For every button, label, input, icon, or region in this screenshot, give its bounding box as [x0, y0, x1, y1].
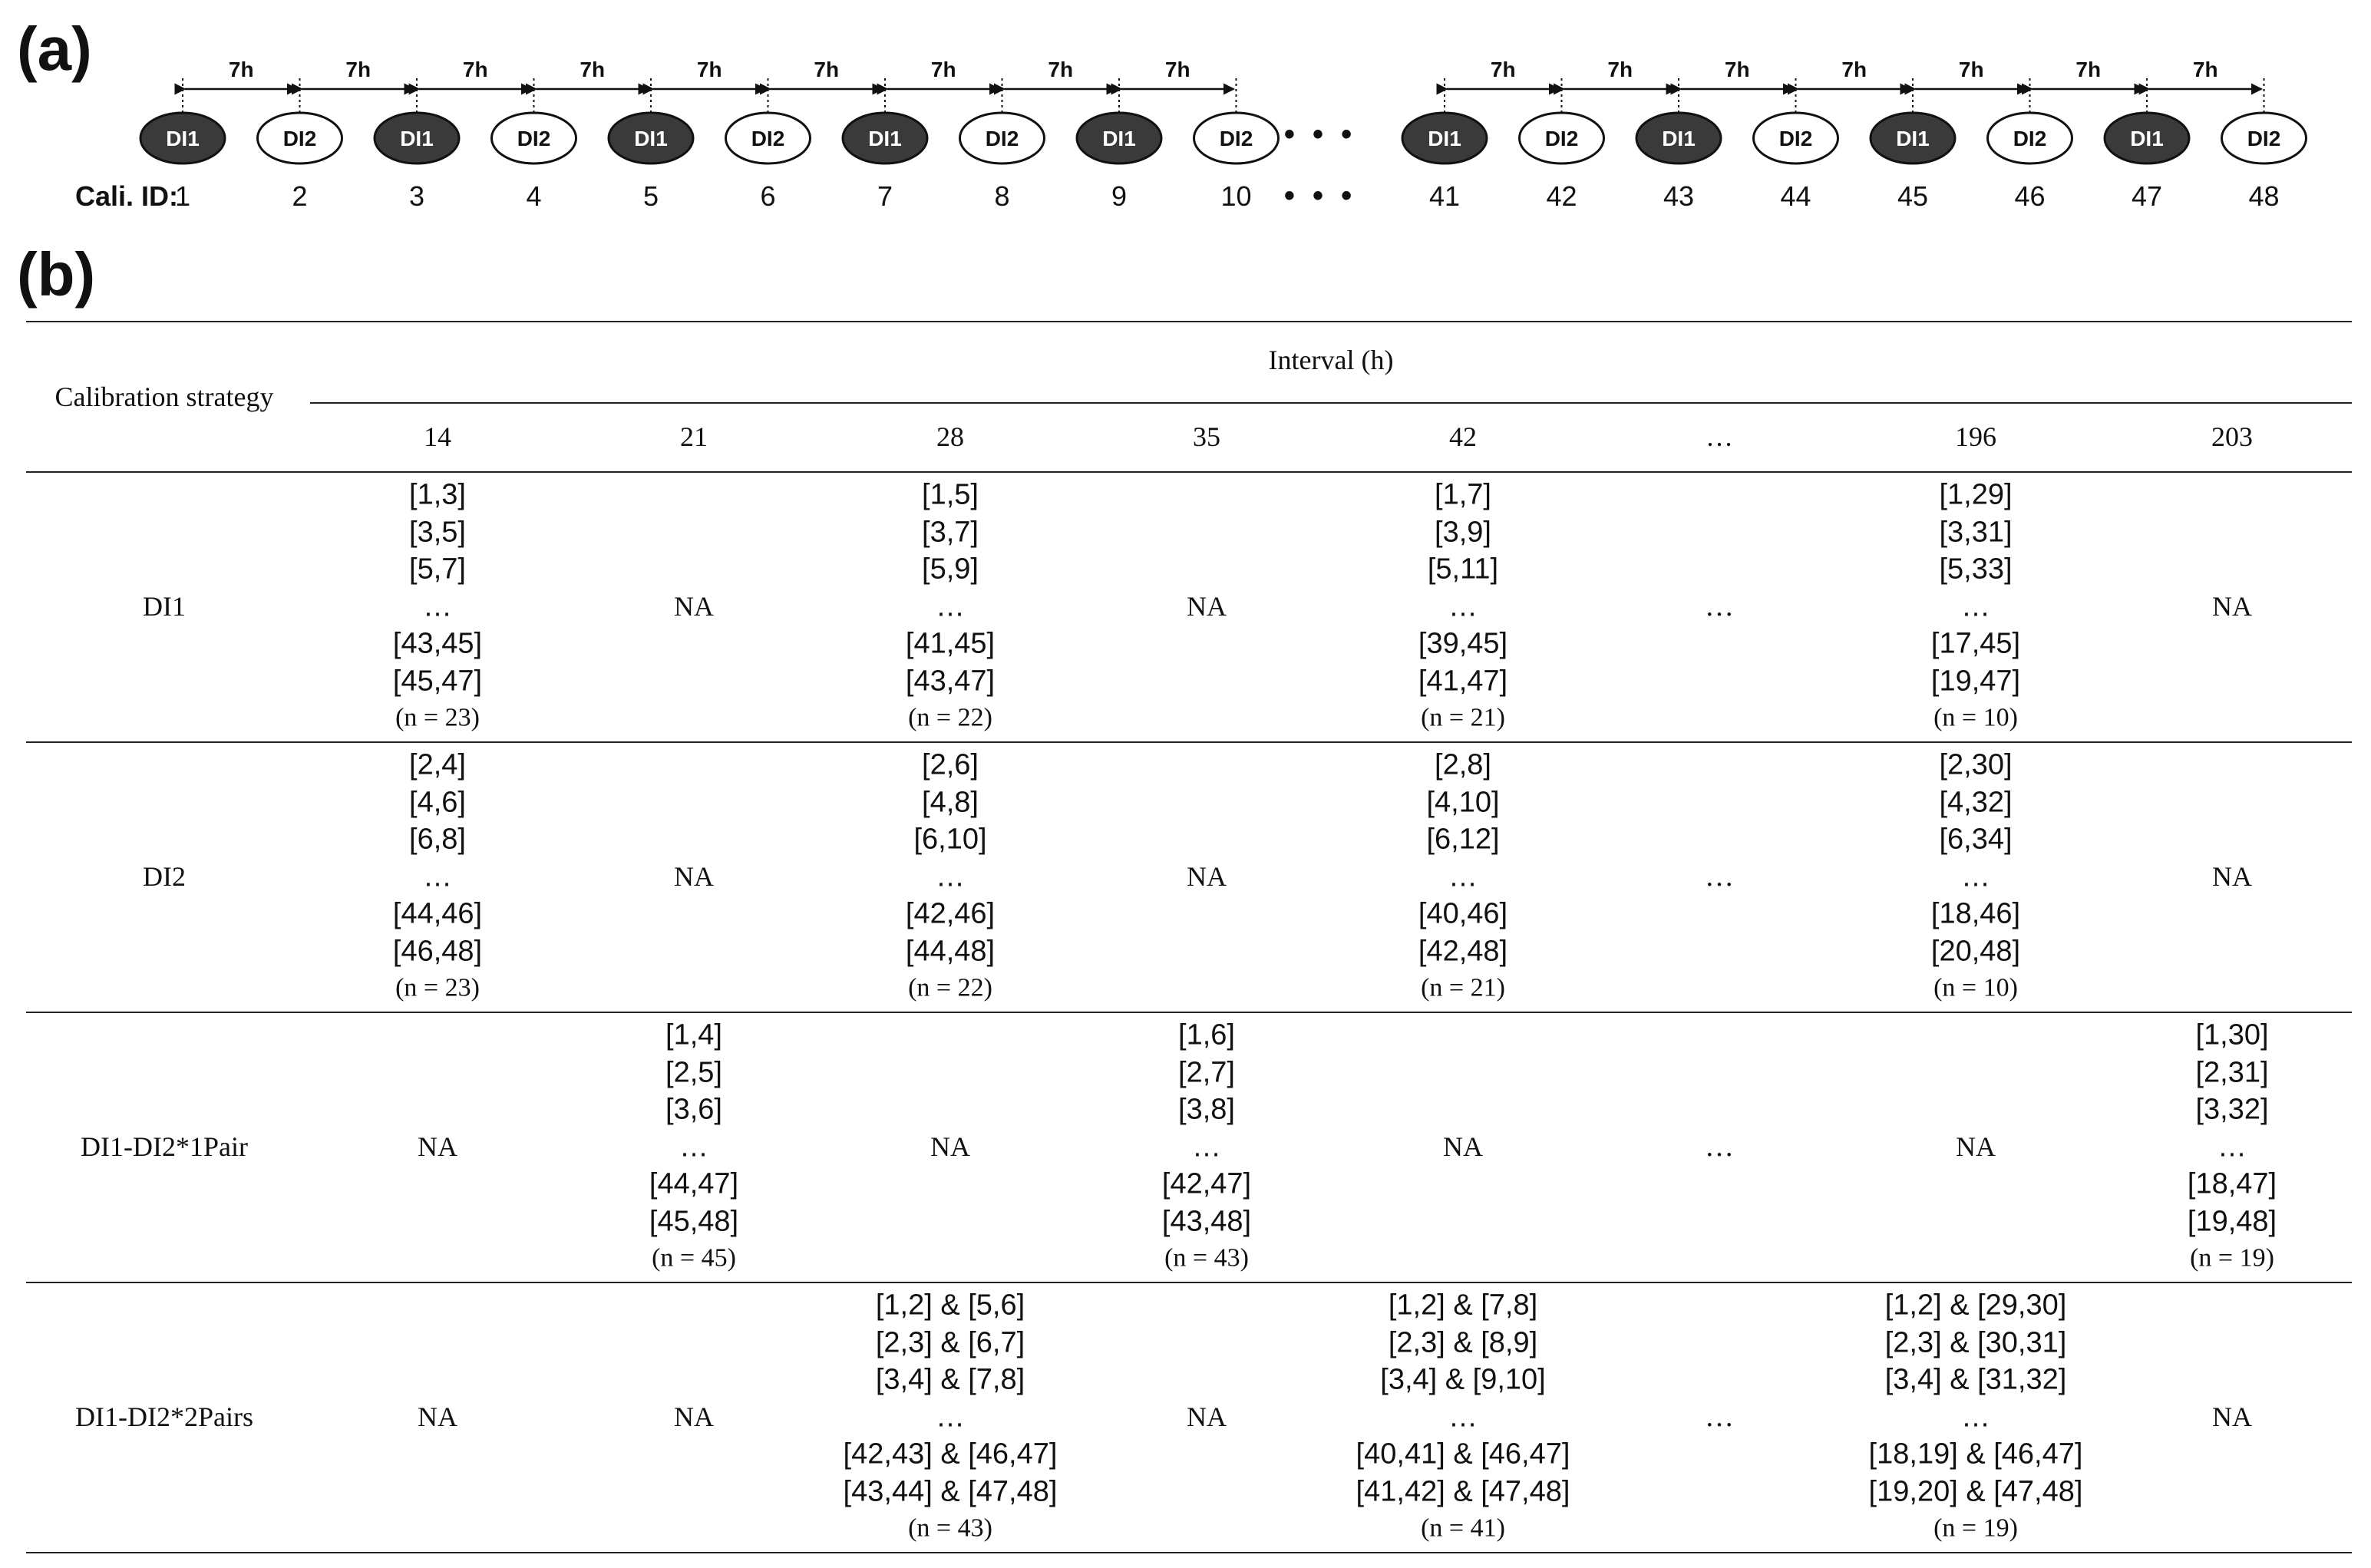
calibration-pair: [42,46]	[905, 897, 996, 930]
cali-id-caption: Cali. ID:	[75, 180, 179, 212]
calibration-pair: [44,47]	[649, 1167, 739, 1200]
calibration-pair: [2,5]	[665, 1055, 722, 1088]
calibration-id-48: 48	[2248, 180, 2280, 212]
calibration-pair: [42,43] & [46,47]	[843, 1438, 1058, 1471]
table-cell	[1187, 590, 1227, 622]
calibration-pair: [3,4] & [7,8]	[875, 1363, 1025, 1396]
calibration-pair: [19,48]	[2187, 1204, 2277, 1237]
table-cell	[1931, 476, 2020, 737]
interval-col-header: 21	[680, 421, 708, 452]
table-cell	[2212, 1401, 2252, 1433]
calibration-id-41: 41	[1428, 180, 1461, 212]
header-bottom-rule	[26, 471, 2352, 473]
interval-rule	[310, 402, 2352, 404]
table-cell	[1162, 1016, 1251, 1277]
calibration-pair: [44,48]	[905, 934, 996, 967]
calibration-pair: [41,47]	[1418, 664, 1508, 697]
interval-col-header: 14	[424, 421, 451, 452]
table-cell	[1418, 476, 1507, 737]
calibration-label-47: DI1	[2130, 127, 2164, 150]
calibration-id-47: 47	[2131, 180, 2163, 212]
calibration-id-43: 43	[1663, 180, 1695, 212]
calibration-pair: …	[2217, 1130, 2247, 1163]
pair-count: (n = 19)	[1933, 1514, 2018, 1543]
table-cell	[2188, 1016, 2277, 1277]
interval-col-header: 35	[1193, 421, 1220, 452]
calibration-pair: [1,3]	[409, 478, 466, 511]
row-rule	[26, 1552, 2352, 1553]
pair-count: (n = 43)	[1164, 1243, 1249, 1273]
calibration-label-2: DI2	[282, 127, 317, 150]
table-cell	[1705, 1130, 1734, 1164]
interval-label: 7h	[228, 58, 254, 81]
calibration-label-45: DI1	[1896, 127, 1930, 150]
not-applicable: NA	[418, 1401, 457, 1432]
pair-count: (n = 10)	[1933, 703, 2018, 732]
table-cell	[393, 746, 482, 1007]
table-cell	[418, 1401, 457, 1433]
pair-count: (n = 21)	[1421, 703, 1505, 732]
strategy-label: DI1-DI2*2Pairs	[75, 1401, 253, 1432]
calibration-pair: [43,48]	[1161, 1204, 1252, 1237]
calibration-pair: [1,6]	[1178, 1018, 1235, 1051]
table-cell	[1418, 746, 1507, 1007]
calibration-label-3: DI1	[400, 127, 434, 150]
calibration-pair: [39,45]	[1418, 627, 1508, 660]
calibration-pair: [3,31]	[1939, 515, 2013, 548]
calibration-pair: [3,4] & [9,10]	[1380, 1363, 1546, 1396]
table-cell	[2212, 860, 2252, 893]
pair-count: (n = 10)	[1933, 973, 2018, 1002]
calibration-id-6: 6	[760, 180, 776, 212]
calibration-id-45: 45	[1897, 180, 1929, 212]
interval-label: 7h	[814, 58, 840, 81]
not-applicable: NA	[418, 1131, 457, 1162]
calibration-pair: [43,44] & [47,48]	[843, 1474, 1058, 1507]
not-applicable: NA	[1187, 861, 1227, 892]
pair-count: (n = 19)	[2190, 1243, 2274, 1273]
calibration-pair: [19,20] & [47,48]	[1868, 1474, 2083, 1507]
calibration-pair: [2,7]	[1178, 1055, 1235, 1088]
calibration-label-7: DI1	[868, 127, 902, 150]
calibration-pair: [6,12]	[1426, 823, 1500, 856]
not-applicable: NA	[1187, 591, 1227, 622]
interval-label: 7h	[1048, 58, 1074, 81]
calibration-id-5: 5	[642, 180, 659, 212]
strategy-label: DI1	[143, 591, 186, 622]
table-top-rule	[26, 321, 2352, 322]
not-applicable: NA	[674, 1401, 714, 1432]
interval-col-header: 196	[1955, 421, 1996, 452]
calibration-id-3: 3	[408, 180, 425, 212]
calibration-pair: [3,4] & [31,32]	[1884, 1363, 2067, 1396]
calibration-label-10: DI2	[1219, 127, 1253, 150]
calibration-pair: [41,42] & [47,48]	[1356, 1474, 1570, 1507]
interval-label: 7h	[580, 58, 606, 81]
column-ellipsis: …	[1705, 1131, 1734, 1163]
interval-label: 7h	[1724, 58, 1750, 81]
not-applicable: NA	[1187, 1401, 1227, 1432]
calibration-pair: [5,9]	[922, 553, 979, 586]
calibration-id-46: 46	[2014, 180, 2046, 212]
interval-col-header: 28	[936, 421, 964, 452]
column-ellipsis: …	[1705, 860, 1734, 893]
calibration-id-44: 44	[1780, 180, 1811, 212]
table-cell	[393, 476, 482, 737]
column-ellipsis: …	[1705, 1401, 1734, 1433]
calibration-pair: …	[679, 1130, 708, 1163]
calibration-label-4: DI2	[517, 127, 551, 150]
interval-label: 7h	[1607, 58, 1633, 81]
calibration-pair: [41,45]	[905, 627, 996, 660]
calibration-id-7: 7	[877, 180, 893, 212]
calibration-pair: [1,7]	[1435, 478, 1491, 511]
calibration-timeline	[0, 0, 2371, 230]
not-applicable: NA	[2212, 861, 2252, 892]
not-applicable: NA	[930, 1131, 970, 1162]
table-cell	[1187, 1401, 1227, 1433]
calibration-pair: [3,8]	[1178, 1093, 1235, 1126]
table-cell	[649, 1016, 738, 1277]
interval-col-header: 42	[1449, 421, 1477, 452]
calibration-pair: …	[1448, 589, 1478, 622]
calibration-pair: [18,47]	[2187, 1167, 2277, 1200]
column-ellipsis: …	[1705, 590, 1734, 622]
calibration-pair: [43,47]	[905, 664, 996, 697]
row-rule	[26, 1282, 2352, 1283]
calibration-pair: [2,30]	[1939, 748, 2013, 781]
interval-col-header: 203	[2211, 421, 2253, 452]
timeline-ellipsis: • • •	[1283, 117, 1357, 151]
calibration-pair: [20,48]	[1930, 934, 2021, 967]
table-cell	[674, 590, 714, 622]
calibration-label-46: DI2	[2013, 127, 2047, 150]
calibration-label-5: DI1	[634, 127, 668, 150]
table-cell	[930, 1131, 970, 1163]
calibration-pair: [3,6]	[665, 1093, 722, 1126]
calibration-pair: [1,5]	[922, 478, 979, 511]
calibration-pair: [5,7]	[409, 553, 466, 586]
calibration-pair: [18,19] & [46,47]	[1868, 1438, 2083, 1471]
table-cell	[1705, 589, 1734, 623]
not-applicable: NA	[1956, 1131, 1996, 1162]
calibration-label-42: DI2	[1544, 127, 1579, 150]
table-cell	[674, 860, 714, 893]
interval-label: 7h	[2192, 58, 2218, 81]
calibration-pair: [19,47]	[1930, 664, 2021, 697]
table-cell	[1956, 1131, 1996, 1163]
calibration-pair: [42,47]	[1161, 1167, 1252, 1200]
row-rule	[26, 1012, 2352, 1013]
calibration-label-43: DI1	[1662, 127, 1696, 150]
calibration-pair: …	[936, 589, 965, 622]
calibration-pair: [1,2] & [29,30]	[1884, 1289, 2067, 1322]
interval-label: 7h	[345, 58, 372, 81]
calibration-pair: [1,2] & [5,6]	[875, 1289, 1025, 1322]
calibration-pair: [5,33]	[1939, 553, 2013, 586]
panel-b-label: (b)	[17, 240, 96, 309]
calibration-id-8: 8	[994, 180, 1010, 212]
table-cell	[844, 1286, 1058, 1547]
calibration-pair: [2,8]	[1435, 748, 1491, 781]
calibration-pair: [3,5]	[409, 515, 466, 548]
calibration-pair: [4,10]	[1426, 785, 1500, 818]
calibration-pair: …	[935, 1400, 965, 1433]
calibration-label-9: DI1	[1102, 127, 1136, 150]
interval-header: Interval (h)	[1268, 345, 1394, 375]
not-applicable: NA	[2212, 1401, 2252, 1432]
calibration-pair: [18,46]	[1930, 897, 2021, 930]
calibration-pair: [5,11]	[1427, 553, 1499, 586]
pair-count: (n = 23)	[395, 703, 480, 732]
strategy-label: DI2	[143, 861, 186, 892]
calibration-pair: [3,9]	[1435, 515, 1491, 548]
calibration-id-2: 2	[292, 180, 308, 212]
calibration-label-44: DI2	[1778, 127, 1813, 150]
calibration-id-4: 4	[526, 180, 542, 212]
row-rule	[26, 741, 2352, 743]
calibration-id-10: 10	[1220, 180, 1252, 212]
calibration-pair: [1,30]	[2195, 1018, 2269, 1051]
calibration-pair: …	[936, 860, 965, 893]
table-cell	[1869, 1286, 2083, 1547]
calibration-pair: [6,34]	[1939, 823, 2013, 856]
id-ellipsis: • • •	[1283, 179, 1357, 213]
interval-label: 7h	[696, 58, 722, 81]
not-applicable: NA	[674, 591, 714, 622]
calibration-pair: …	[1960, 1400, 1990, 1433]
table-cell	[1356, 1286, 1570, 1547]
not-applicable: NA	[674, 861, 714, 892]
pair-count: (n = 22)	[908, 703, 992, 732]
table-cell	[906, 746, 995, 1007]
calibration-pair: [4,6]	[409, 785, 466, 818]
strategy-header: Calibration strategy	[54, 381, 274, 412]
table-cell	[2212, 590, 2252, 622]
interval-label: 7h	[1164, 58, 1190, 81]
calibration-pair: [4,8]	[922, 785, 979, 818]
table-cell	[1705, 860, 1734, 893]
calibration-ids	[175, 180, 2280, 212]
calibration-label-8: DI2	[985, 127, 1019, 150]
calibration-pair: …	[1448, 860, 1478, 893]
calibration-pair: …	[423, 860, 452, 893]
pair-count: (n = 23)	[395, 973, 480, 1002]
calibration-pair: [42,48]	[1418, 934, 1508, 967]
table-cell	[1443, 1131, 1483, 1163]
interval-label: 7h	[1958, 58, 1984, 81]
pair-count: (n = 45)	[652, 1243, 736, 1273]
calibration-pair: [2,31]	[2195, 1055, 2269, 1088]
calibration-pair: [40,41] & [46,47]	[1356, 1438, 1570, 1471]
interval-label: 7h	[930, 58, 956, 81]
calibration-label-41: DI1	[1428, 127, 1461, 150]
calibration-label-1: DI1	[166, 127, 200, 150]
calibration-pair: [2,6]	[922, 748, 979, 781]
calibration-pair: [1,2] & [7,8]	[1388, 1289, 1538, 1322]
calibration-pair: [1,4]	[665, 1018, 722, 1051]
calibration-pair: …	[1448, 1400, 1478, 1433]
calibration-label-6: DI2	[751, 127, 785, 150]
calibration-ellipses	[140, 113, 2307, 163]
calibration-pair: …	[1961, 589, 1990, 622]
interval-label: 7h	[462, 58, 488, 81]
calibration-pair: [4,32]	[1939, 785, 2013, 818]
not-applicable: NA	[1443, 1131, 1483, 1162]
strategy-label: DI1-DI2*1Pair	[81, 1131, 248, 1162]
calibration-pair: [45,47]	[392, 664, 483, 697]
calibration-pair: [17,45]	[1930, 627, 2021, 660]
calibration-pair: [3,7]	[922, 515, 979, 548]
calibration-pair: [2,4]	[409, 748, 466, 781]
pair-count: (n = 21)	[1421, 973, 1505, 1002]
panel-a-label: (a)	[17, 15, 92, 83]
interval-col-header: …	[1706, 421, 1733, 452]
calibration-pair: [1,29]	[1939, 478, 2013, 511]
calibration-id-42: 42	[1546, 180, 1577, 212]
table-cell	[1187, 860, 1227, 893]
calibration-label-48: DI2	[2247, 127, 2281, 150]
calibration-pair: [44,46]	[392, 897, 483, 930]
table-cell	[906, 476, 995, 737]
table-cell	[1931, 746, 2020, 1007]
interval-label: 7h	[1490, 58, 1516, 81]
pair-count: (n = 43)	[908, 1514, 992, 1543]
calibration-id-9: 9	[1111, 180, 1128, 212]
calibration-pair: [45,48]	[649, 1204, 739, 1237]
calibration-pair: …	[1961, 860, 1990, 893]
table-cell	[674, 1401, 714, 1433]
calibration-id-1: 1	[174, 180, 191, 212]
calibration-pair: [40,46]	[1418, 897, 1508, 930]
pair-count: (n = 41)	[1421, 1514, 1505, 1543]
calibration-pair: [43,45]	[392, 627, 483, 660]
calibration-pair: [2,3] & [6,7]	[875, 1325, 1025, 1358]
interval-markers	[183, 58, 2264, 113]
calibration-pair: [2,3] & [30,31]	[1884, 1325, 2067, 1358]
table-cell	[418, 1131, 457, 1163]
calibration-pair: …	[423, 589, 452, 622]
calibration-pair: [2,3] & [8,9]	[1388, 1325, 1538, 1358]
interval-label: 7h	[1841, 58, 1867, 81]
table-cell	[1705, 1400, 1734, 1434]
calibration-pair: [6,10]	[913, 823, 987, 856]
pair-count: (n = 22)	[908, 973, 992, 1002]
not-applicable: NA	[2212, 591, 2252, 622]
calibration-pair: [6,8]	[409, 823, 466, 856]
calibration-pair: …	[1192, 1130, 1221, 1163]
calibration-pair: [3,32]	[2195, 1093, 2269, 1126]
interval-label: 7h	[2075, 58, 2102, 81]
calibration-pair: [46,48]	[392, 934, 483, 967]
